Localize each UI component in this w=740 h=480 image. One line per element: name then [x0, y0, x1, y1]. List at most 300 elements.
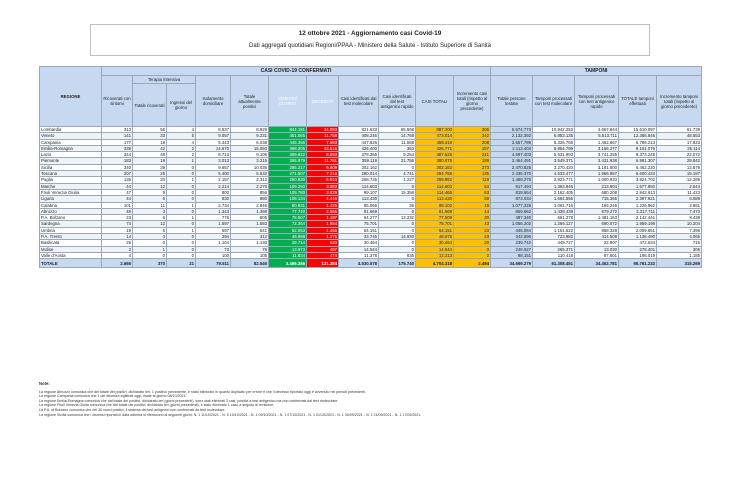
table-cell: 25 — [133, 171, 167, 177]
table-cell: 4 — [102, 252, 133, 258]
table-cell: 73 — [196, 246, 231, 252]
table-cell: 30.464 — [416, 240, 454, 246]
table-cell: 1 — [167, 177, 196, 183]
table-cell: 118 — [454, 177, 491, 183]
table-cell: 44 — [102, 196, 133, 202]
table-cell: 105 — [231, 252, 269, 258]
table-cell: 1 — [167, 215, 196, 221]
table-cell: 48.675 — [416, 234, 454, 240]
table-cell: 14.544 — [339, 246, 379, 252]
table-cell: 459.419 — [416, 139, 454, 145]
region-name-cell: Marche — [40, 183, 102, 189]
region-name-cell: P.A. Bolzano — [40, 215, 102, 221]
table-cell: 4 — [167, 139, 196, 145]
table-cell: 2.846 — [231, 202, 269, 208]
table-cell: 294 — [196, 234, 231, 240]
header-swabs-antigen: Tamponi processati con test antigenico rapido — [575, 76, 619, 127]
table-cell: 11.834 — [269, 252, 307, 258]
table-cell: 2.644 — [657, 183, 702, 189]
table-cell: 5.632 — [231, 171, 269, 177]
table-cell: 387.625 — [416, 152, 454, 158]
table-cell: 313 — [102, 127, 133, 133]
table-cell: 75.701 — [416, 221, 454, 227]
table-cell: 239.742 — [491, 240, 533, 246]
table-cell: 3.829 — [307, 189, 339, 195]
header-cases-molecular: Casi identificati dal test molecolare — [339, 76, 379, 127]
table-cell: 8.438 — [657, 215, 702, 221]
table-cell: 680.208 — [575, 189, 619, 195]
table-cell: 248.627 — [491, 246, 533, 252]
table-cell: 2.157 — [196, 177, 231, 183]
table-cell: 135 — [454, 171, 491, 177]
header-current-positives: Totale attualmente positivi — [231, 76, 269, 127]
table-cell: 1.462.667 — [575, 139, 619, 145]
table-cell: 6.089 — [657, 196, 702, 202]
table-cell: 1 — [167, 227, 196, 233]
table-cell: 81.669 — [339, 208, 379, 214]
table-cell: 44 — [102, 183, 133, 189]
table-cell: 165.246 — [575, 202, 619, 208]
table-cell: 2.142.441 — [619, 215, 657, 221]
table-cell: 3.191.800 — [575, 164, 619, 170]
table-cell: 8.926 — [231, 127, 269, 133]
table-cell: 4 — [167, 127, 196, 133]
table-cell: 2 — [167, 145, 196, 151]
total-cell: 34.452.781 — [575, 259, 619, 268]
table-cell: 620 — [307, 240, 339, 246]
total-cell: 79.511 — [196, 259, 231, 268]
table-cell: 1.654 — [307, 221, 339, 227]
table-cell: 340 — [102, 164, 133, 170]
table-cell: 0 — [379, 246, 416, 252]
table-cell: 1.104 — [196, 240, 231, 246]
table-cell: 1.597 — [196, 221, 231, 227]
header-region: REGIONE — [40, 67, 102, 127]
table-cell: 12 — [133, 183, 167, 189]
table-cell: 0 — [379, 240, 416, 246]
region-name-cell: Abruzzo — [40, 208, 102, 214]
table-cell: 88.151 — [491, 252, 533, 258]
table-cell: 0 — [167, 240, 196, 246]
total-cell: 2.494 — [454, 259, 491, 268]
table-cell: 48 — [133, 152, 167, 158]
table-cell: 0 — [167, 221, 196, 227]
table-cell: 63 — [454, 189, 491, 195]
table-cell: 873.034 — [491, 196, 533, 202]
table-cell: 2.317.711 — [619, 208, 657, 214]
table-cell: 14.930 — [379, 234, 416, 240]
table-cell: 14.544 — [416, 246, 454, 252]
table-cell: 19 — [133, 158, 167, 164]
table-cell: 17.823 — [657, 139, 702, 145]
table-cell: 2.009.851 — [619, 227, 657, 233]
region-name-cell: Lazio — [40, 152, 102, 158]
total-cell: 4.496.366 — [269, 259, 307, 268]
table-cell: 9.151.076 — [619, 145, 657, 151]
table-cell: 776 — [196, 215, 231, 221]
table-cell: 597 — [196, 227, 231, 233]
table-cell: 15.358 — [379, 189, 416, 195]
table-cell: 715.365 — [575, 196, 619, 202]
table-cell: 0 — [379, 227, 416, 233]
table-cell: 114.603 — [416, 183, 454, 189]
table-cell: 1.375 — [307, 234, 339, 240]
table-cell: 3.156.277 — [575, 145, 619, 151]
table-cell: 6 — [133, 196, 167, 202]
table-cell: 306 — [657, 246, 702, 252]
table-cell: 2.842.613 — [619, 189, 657, 195]
total-cell: 131.384 — [307, 259, 339, 268]
table-cell: 43 — [454, 221, 491, 227]
table-cell: 10.942.253 — [533, 127, 575, 133]
table-cell: 0 — [167, 246, 196, 252]
table-cell: 2.464.491 — [491, 158, 533, 164]
total-cell: 175.740 — [379, 259, 416, 268]
table-cell: 109.780 — [269, 189, 307, 195]
total-cell: 2.665 — [102, 259, 133, 268]
table-cell: 56 — [133, 127, 167, 133]
table-cell: 135 — [102, 177, 133, 183]
table-cell: 6.909 — [307, 164, 339, 170]
table-cell: 2.132.392 — [491, 133, 533, 139]
table-cell: 1.966.957 — [575, 171, 619, 177]
total-cell: 370 — [133, 259, 167, 268]
table-cell: 4.697.403 — [491, 152, 533, 158]
table-cell: 0 — [379, 221, 416, 227]
table-cell: 312 — [231, 234, 269, 240]
table-cell: 408.246 — [339, 133, 379, 139]
table-cell: 33 — [133, 133, 167, 139]
table-cell: 13.879 — [657, 164, 702, 170]
table-cell: 473.014 — [416, 133, 454, 139]
table-cell: 77.509 — [416, 215, 454, 221]
table-cell: 3 — [133, 234, 167, 240]
table-cell: 363 — [379, 145, 416, 151]
table-cell: 4.065 — [657, 234, 702, 240]
table-cell: 1.185 — [657, 252, 702, 258]
total-cell: 4.530.578 — [339, 259, 379, 268]
table-cell: 0 — [379, 183, 416, 189]
table-cell: 1.577.850 — [619, 183, 657, 189]
table-cell: 10.204 — [657, 221, 702, 227]
table-cell: 4.741 — [379, 171, 416, 177]
table-cell: 100 — [196, 252, 231, 258]
table-cell: 26 — [102, 240, 133, 246]
table-cell: 5.574.773 — [491, 127, 533, 133]
table-cell: 189 — [454, 158, 491, 164]
header-cases-antigen: Casi identificati dal test antigenico rapido — [379, 76, 416, 127]
table-cell: 2.270 — [231, 183, 269, 189]
table-cell: 87.601 — [575, 252, 619, 258]
table-cell: 7.216 — [307, 171, 339, 177]
table-cell: 1.425 — [307, 202, 339, 208]
table-cell: 5.400 — [196, 171, 231, 177]
report-title: 12 ottobre 2021 - Aggiornamento casi Covid-19 — [298, 30, 442, 37]
table-cell: 23 — [454, 227, 491, 233]
table-cell: 114.603 — [339, 183, 379, 189]
table-cell: 5.631.993 — [533, 152, 575, 158]
table-cell: 77.740 — [269, 208, 307, 214]
table-cell: 0 — [133, 252, 167, 258]
table-cell: 280.014 — [339, 171, 379, 177]
table-cell: 338 — [102, 145, 133, 151]
table-cell: 13.232 — [379, 215, 416, 221]
table-cell: 497 — [307, 246, 339, 252]
header-swabs-increment: Incremento tamponi totali (rispetto al giorno precedente) — [657, 76, 702, 127]
table-cell: 917.494 — [491, 183, 533, 189]
table-cell: 365.879 — [269, 158, 307, 164]
table-cell: 9 — [133, 189, 167, 195]
table-cell: 11.378 — [339, 252, 379, 258]
table-cell: 9.057 — [196, 133, 231, 139]
table-cell: 445.366 — [269, 139, 307, 145]
total-cell: 4.704.318 — [416, 259, 454, 268]
table-cell: 1.197 — [307, 215, 339, 221]
table-cell: 723.982 — [533, 234, 575, 240]
table-cell: 21.756 — [379, 158, 416, 164]
table-cell: 4.416 — [307, 196, 339, 202]
table-cell: 12 — [133, 221, 167, 227]
total-row — [40, 259, 702, 268]
table-cell: 1.664.556 — [533, 196, 575, 202]
table-cell: 1 — [167, 158, 196, 164]
note-line: La regione Campania comunica che 1 dei decessi registrati oggi, risale al giorno 08/10/2021. — [39, 394, 187, 399]
table-cell: 0 — [167, 234, 196, 240]
table-cell: 114.465 — [416, 189, 454, 195]
region-name-cell: Lombardia — [40, 127, 102, 133]
table-cell: 11.758 — [307, 133, 339, 139]
table-cell: 5.443 — [196, 139, 231, 145]
table-cell: 260.830 — [269, 177, 307, 183]
table-cell: 359.119 — [339, 158, 379, 164]
table-cell: 6.789.213 — [619, 139, 657, 145]
table-cell: 3.741.255 — [575, 152, 619, 158]
header-icu-new: Ingressi del giorno — [167, 84, 196, 127]
table-cell: 6.981.307 — [619, 158, 657, 164]
table-cell: 369.822 — [269, 152, 307, 158]
table-cell: 2.823.771 — [533, 177, 575, 183]
table-cell: 641 — [231, 227, 269, 233]
table-cell: 1.227 — [379, 177, 416, 183]
table-cell: 3.013 — [196, 158, 231, 164]
total-cell: 34.669.279 — [491, 259, 533, 268]
table-cell: 819.654 — [491, 189, 533, 195]
table-cell: 39 — [133, 164, 167, 170]
region-name-cell: Sardegna — [40, 221, 102, 227]
table-cell: 0 — [167, 208, 196, 214]
table-cell: 6.462.220 — [619, 164, 657, 170]
table-cell: 20 — [133, 177, 167, 183]
table-cell: 2.565 — [307, 208, 339, 214]
table-cell: 414.508 — [575, 234, 619, 240]
note-line: La regione Emilia-Romagna comunica che dal totale dei positivi, dichiarato ieri (giorni precedenti), sono stati eliminati 3 casi, positivi a test antigenico ma non confermati dal test molecolare. — [39, 398, 339, 403]
table-cell: 34.093 — [307, 127, 339, 133]
table-cell: 22.907 — [575, 240, 619, 246]
table-cell: 198.019 — [619, 252, 657, 258]
table-cell: 0 — [379, 164, 416, 170]
table-cell: 8.537 — [196, 127, 231, 133]
region-name-cell: Friuli Venezia Giulia — [40, 189, 102, 195]
table-cell: 19 — [454, 202, 491, 208]
table-cell: 207 — [102, 171, 133, 177]
table-cell: 1.683 — [231, 221, 269, 227]
table-cell: 3.215 — [231, 158, 269, 164]
table-cell: 6 — [133, 215, 167, 221]
table-cell: 1.959.199 — [619, 221, 657, 227]
region-name-cell: Emilia-Romagna — [40, 145, 102, 151]
table-cell: 447.826 — [339, 139, 379, 145]
table-cell: 13.973 — [269, 246, 307, 252]
table-cell: 30 — [454, 215, 491, 221]
table-cell: 1.130 — [231, 240, 269, 246]
table-cell: 9.373.248 — [619, 152, 657, 158]
notes-section — [39, 382, 699, 417]
table-cell: 64.151 — [339, 227, 379, 233]
table-cell: 64.277 — [339, 215, 379, 221]
table-cell: 1.455 — [307, 227, 339, 233]
table-cell: 856 — [231, 189, 269, 195]
table-cell: 80.831 — [269, 202, 307, 208]
table-cell: 446.084 — [491, 227, 533, 233]
table-cell: 879.272 — [575, 208, 619, 214]
table-cell: 5 — [133, 227, 167, 233]
table-cell: 1.151.522 — [533, 227, 575, 233]
table-cell: 36 — [379, 202, 416, 208]
table-cell: 380.875 — [416, 158, 454, 164]
report-header — [90, 24, 650, 56]
table-cell: 8.713 — [196, 152, 231, 158]
table-cell: 14 — [102, 234, 133, 240]
table-cell: 49 — [102, 208, 133, 214]
table-cell: 208 — [454, 139, 491, 145]
table-cell: 46.988 — [269, 234, 307, 240]
table-cell: 426.400 — [339, 145, 379, 151]
table-cell: 2 — [454, 252, 491, 258]
table-cell: 1.269.127 — [533, 221, 575, 227]
table-cell: 1.138.490 — [619, 234, 657, 240]
table-cell: 59 — [454, 196, 491, 202]
table-cell: 1.000.933 — [575, 177, 619, 183]
table-cell: 213.904 — [575, 183, 619, 189]
table-cell: 302.162 — [339, 164, 379, 170]
table-cell: 268.725 — [339, 177, 379, 183]
table-cell: 284.755 — [416, 171, 454, 177]
table-cell: 1.226.962 — [619, 202, 657, 208]
table-cell: 800 — [196, 189, 231, 195]
table-cell: 11 — [133, 202, 167, 208]
region-name-cell: Campania — [40, 139, 102, 145]
region-name-cell: Liguria — [40, 196, 102, 202]
table-cell: 4.667.844 — [575, 127, 619, 133]
table-cell: 13.030 — [575, 246, 619, 252]
table-cell: 451.065 — [269, 133, 307, 139]
table-cell: 75.701 — [339, 221, 379, 227]
table-cell: 1.399 — [231, 208, 269, 214]
table-cell: 342.896 — [491, 234, 533, 240]
table-cell: 177 — [102, 139, 133, 145]
table-cell: 29.842 — [657, 158, 702, 164]
table-cell: 3.431.938 — [575, 158, 619, 164]
table-cell: 278.401 — [619, 246, 657, 252]
band-tests: TAMPONI — [491, 67, 702, 76]
table-cell: 1.481.163 — [575, 215, 619, 221]
table-cell: 19 — [102, 227, 133, 233]
table-cell: 6.810 — [307, 177, 339, 183]
table-cell: 269.952 — [416, 177, 454, 183]
table-cell: 1.469.270 — [491, 177, 533, 183]
table-cell: 61.739 — [657, 127, 702, 133]
table-cell: 2.734 — [196, 202, 231, 208]
table-cell: 1.438.439 — [533, 208, 575, 214]
table-cell: 2.113.404 — [491, 145, 533, 151]
table-cell: 42 — [133, 145, 167, 151]
header-swabs-molecular: Tamponi processati con test molecolare — [533, 76, 575, 127]
table-cell: 9.231 — [231, 133, 269, 139]
table-cell: 14.670 — [196, 145, 231, 151]
table-cell: 5.326.765 — [533, 139, 575, 145]
notes-title: Note: — [39, 381, 50, 386]
table-cell: 23 — [102, 215, 133, 221]
table-cell: 887.200 — [416, 127, 454, 133]
table-cell: 6.853.135 — [533, 133, 575, 139]
table-cell: 7.993 — [307, 139, 339, 145]
table-cell: 11.423 — [657, 189, 702, 195]
header-deaths: DECEDUTI — [307, 76, 339, 127]
band-icu: Terapia intensiva — [133, 76, 196, 84]
table-cell: 1 — [167, 202, 196, 208]
table-cell: 1.056.202 — [491, 221, 533, 227]
total-cell: 315.269 — [657, 259, 702, 268]
table-cell: 265.371 — [533, 246, 575, 252]
table-cell: 0 — [167, 183, 196, 189]
region-name-cell: Valle d'Aosta — [40, 252, 102, 258]
table-cell: 6.600.434 — [619, 171, 657, 177]
table-cell: 44 — [454, 208, 491, 214]
table-cell: 157 — [454, 145, 491, 151]
table-cell: 271.907 — [269, 171, 307, 177]
table-cell: 0 — [133, 240, 167, 246]
table-cell: 14.768 — [379, 133, 416, 139]
table-cell: 0 — [167, 164, 196, 170]
table-cell: 10.036 — [231, 164, 269, 170]
table-cell: 19.197 — [657, 171, 702, 177]
table-cell: 108.134 — [269, 196, 307, 202]
table-cell: 2.397.921 — [619, 196, 657, 202]
table-cell: 3.270.420 — [533, 164, 575, 170]
table-cell: 30.464 — [339, 240, 379, 246]
table-cell: 18 — [133, 139, 167, 145]
table-cell: 9.657 — [196, 164, 231, 170]
total-cell: 82.546 — [231, 259, 269, 268]
table-cell: 28.714 — [269, 240, 307, 246]
table-cell: 3.549.371 — [533, 158, 575, 164]
table-cell: 1.061.716 — [533, 202, 575, 208]
table-cell: 487.340 — [491, 215, 533, 221]
table-cell: 99.107 — [339, 189, 379, 195]
note-line: La P.A. di Bolzano comunica che nei 30 nuovi positivi, il sistema dei test antigenici non confermati da test molecolare. — [39, 407, 226, 412]
total-label: TOTALE — [40, 259, 102, 268]
table-cell: 12.289 — [657, 177, 702, 183]
region-name-cell: Sicilia — [40, 164, 102, 170]
table-cell: 110.418 — [533, 252, 575, 258]
table-cell: 344 — [102, 152, 133, 158]
table-cell: 830 — [196, 196, 231, 202]
table-cell: 858.328 — [575, 227, 619, 233]
table-cell: 1.343 — [196, 208, 231, 214]
table-cell: 221 — [454, 152, 491, 158]
table-cell: 47 — [102, 189, 133, 195]
table-cell: 54 — [454, 183, 491, 189]
